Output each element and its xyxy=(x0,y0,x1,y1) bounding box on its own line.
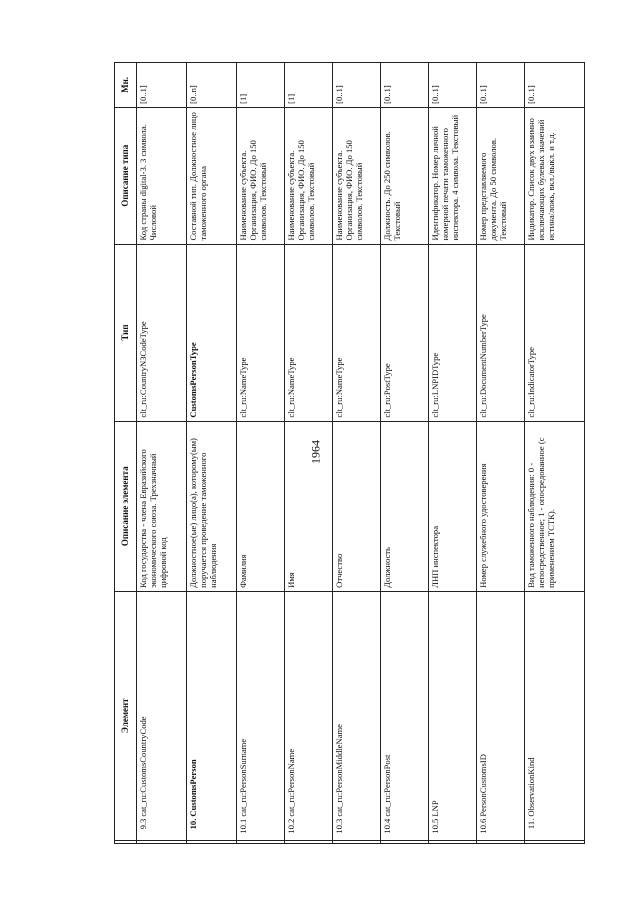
type-description-cell: Наименование субъекта. Организация, ФИО. До 150 символов. Текстовый xyxy=(285,107,333,244)
header-element-description: Описание элемента xyxy=(115,421,137,591)
row-spacer xyxy=(333,840,381,843)
type-description-cell: Код страны digital-3. 3 символа. Числовой xyxy=(137,107,187,244)
header-type-description: Описание типа xyxy=(115,107,137,244)
table-row xyxy=(525,63,585,844)
type-description-cell: Наименование субъекта. Организация, ФИО. До 150 символов. Текстовый xyxy=(237,107,285,244)
table-row xyxy=(237,63,285,844)
type-cell: CustomsPersonType xyxy=(187,244,237,421)
element-description-cell: Код государства - члена Евразийского экономического союза. Трехзначный цифровой код xyxy=(137,421,187,591)
multiplicity-cell: [0..1] xyxy=(137,63,187,108)
element-description-cell: Отчество xyxy=(333,421,381,591)
row-number: 10.3 xyxy=(334,818,344,834)
multiplicity-cell: [1] xyxy=(237,63,285,108)
row-spacer xyxy=(525,840,585,843)
type-cell: clt_ru:LNPIDType xyxy=(429,244,477,421)
table-row xyxy=(187,63,237,844)
row-number: 9.3 xyxy=(138,818,148,830)
type-description-cell: Должность. До 250 символов. Текстовый xyxy=(381,107,429,244)
element-description-cell: Должностное(ые) лицо(а), которому(ым) поручается проведение таможенного наблюдения xyxy=(187,421,237,591)
multiplicity-cell: [0..1] xyxy=(477,63,525,108)
row-spacer xyxy=(429,840,477,843)
type-description-cell: Составной тип. Должностное лицо таможенного органа xyxy=(187,107,237,244)
type-cell: clt_ru:NameType xyxy=(333,244,381,421)
type-cell: clt_ru:PostType xyxy=(381,244,429,421)
type-cell: clt_ru:CountryN3CodeType xyxy=(137,244,187,421)
table-row xyxy=(477,63,525,844)
spec-table-wrapper xyxy=(114,62,556,844)
element-name: cat_ru:PersonMiddleName xyxy=(334,724,344,817)
element-name: cat_ru:PersonName xyxy=(286,748,296,817)
element-cell xyxy=(333,591,381,840)
element-cell xyxy=(285,591,333,840)
element-name: ObservationKind xyxy=(526,757,536,817)
row-number: 10.1 xyxy=(238,818,248,834)
row-number: 10.5 xyxy=(430,818,440,834)
header-element: Элемент xyxy=(115,591,137,840)
element-name: CustomsPerson xyxy=(188,759,198,817)
element-description-cell: ЛНП инспектора xyxy=(429,421,477,591)
element-cell xyxy=(429,591,477,840)
table-row xyxy=(381,63,429,844)
row-spacer xyxy=(285,840,333,843)
header-spacer xyxy=(115,840,137,843)
type-cell: clt_ru:NameType xyxy=(285,244,333,421)
element-description-cell: Фамилия xyxy=(237,421,285,591)
multiplicity-cell: [0..1] xyxy=(429,63,477,108)
element-cell xyxy=(187,591,237,840)
element-name: cat_ru:PersonPost xyxy=(382,754,392,817)
element-cell xyxy=(237,591,285,840)
row-number: 10.4 xyxy=(382,818,392,834)
type-cell: clt_ru:DocumentNumberType xyxy=(477,244,525,421)
row-number: 10.2 xyxy=(286,818,296,834)
row-number: 10.6 xyxy=(478,818,488,834)
type-description-cell: Наименование субъекта. Организация, ФИО. До 150 символов. Текстовый xyxy=(333,107,381,244)
type-description-cell: Идентификатор. Номер личной номерной печати таможенного инспектора. 4 символа. Текстовый xyxy=(429,107,477,244)
table-row xyxy=(137,63,187,844)
page-number: 1964 xyxy=(308,440,323,464)
element-description-cell: Вид таможенного наблюдения: 0 - непосредственное; 1 - опосредованное (с применением ТСТК). xyxy=(525,421,585,591)
element-cell xyxy=(525,591,585,840)
element-description-cell: Имя xyxy=(285,421,333,591)
element-cell xyxy=(477,591,525,840)
multiplicity-cell: [0..1] xyxy=(333,63,381,108)
element-description-cell: Номер служебного удостоверения xyxy=(477,421,525,591)
header-type: Тип xyxy=(115,244,137,421)
element-cell xyxy=(137,591,187,840)
element-name: cat_ru:PersonSurname xyxy=(238,738,248,817)
multiplicity-cell: [1] xyxy=(285,63,333,108)
type-description-cell: Индикатор. Список двух взаимно исключающих булевых значений истина/ложь, вкл./выкл. и т.д. xyxy=(525,107,585,244)
row-spacer xyxy=(237,840,285,843)
element-name: LNP xyxy=(430,800,440,817)
multiplicity-cell: [0..1] xyxy=(381,63,429,108)
spec-table xyxy=(114,62,585,844)
table-row xyxy=(333,63,381,844)
row-spacer xyxy=(381,840,429,843)
element-description-cell: Должность xyxy=(381,421,429,591)
element-name: cat_ru:CustomsCountryCode xyxy=(138,716,148,817)
table-header-row xyxy=(115,63,137,844)
type-cell: clt_ru:NameType xyxy=(237,244,285,421)
table-row xyxy=(285,63,333,844)
multiplicity-cell: [0..n] xyxy=(187,63,237,108)
row-spacer xyxy=(477,840,525,843)
row-number: 10. xyxy=(188,818,198,830)
row-spacer xyxy=(137,840,187,843)
element-name: PersonCustomsID xyxy=(478,754,488,817)
header-multiplicity: Мн. xyxy=(115,63,137,108)
row-spacer xyxy=(187,840,237,843)
element-cell xyxy=(381,591,429,840)
table-row xyxy=(429,63,477,844)
row-number: 11. xyxy=(526,818,536,830)
type-cell: clt_ru:IndicatorType xyxy=(525,244,585,421)
type-description-cell: Номер представляемого документа. До 50 символов. Текстовый xyxy=(477,107,525,244)
multiplicity-cell: [0..1] xyxy=(525,63,585,108)
